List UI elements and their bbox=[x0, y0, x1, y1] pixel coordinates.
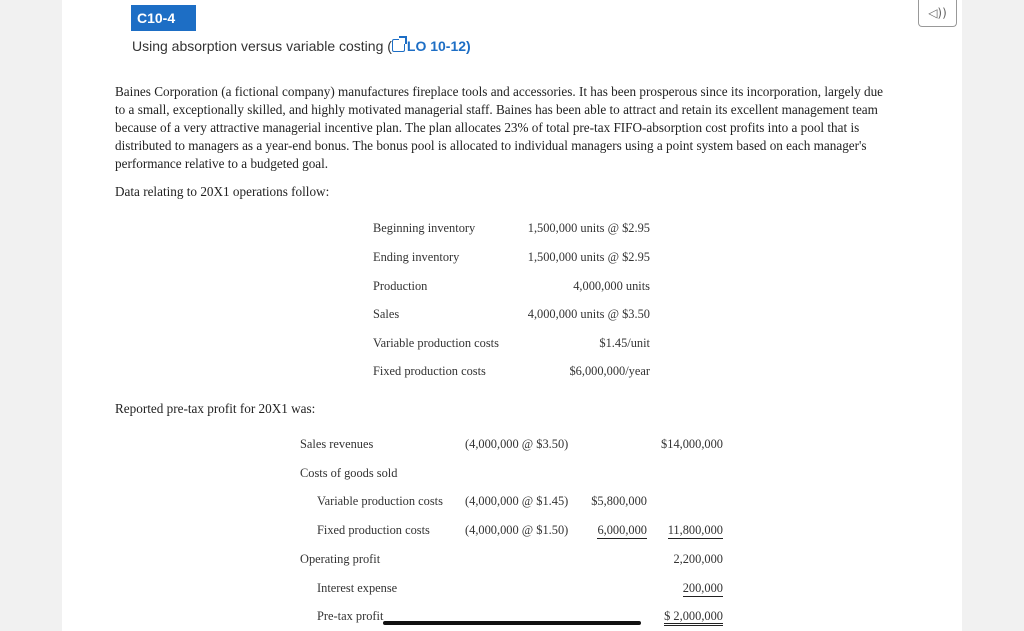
interest-total: 200,000 bbox=[682, 581, 723, 595]
op-label: Production bbox=[373, 279, 428, 293]
problem-paragraph: Baines Corporation (a fictional company) manufactures fireplace tools and accessories. It has been prosperous since its incorporation, largely due to a small, exceptionally skilled, and highly motivated managerial staff. Baines has been able to attract and retain its excellent management team because of a very attractive managerial incentive plan. The plan allocates 23% of total pre-tax FIFO-absorption cost profits into a pool that is distributed to managers as a year-end bonus. The bonus pool is allocated to individual managers using a point system based on each manager's performance relative to a budgeted goal. bbox=[115, 84, 884, 171]
pretax-total: $ 2,000,000 bbox=[664, 609, 723, 626]
var-cost-amount: $5,800,000 bbox=[591, 494, 647, 508]
op-value: $6,000,000/year bbox=[569, 364, 650, 378]
op-value: 4,000,000 units @ $3.50 bbox=[527, 307, 650, 321]
op-label: Ending inventory bbox=[373, 250, 460, 264]
cogs-label: Costs of goods sold bbox=[300, 466, 398, 480]
var-cost-label: Variable production costs bbox=[317, 494, 443, 508]
horizontal-scrollbar[interactable] bbox=[383, 621, 641, 625]
op-value: 4,000,000 units bbox=[573, 279, 650, 293]
fixed-cost-label: Fixed production costs bbox=[317, 523, 430, 537]
sales-calc: (4,000,000 @ $3.50) bbox=[465, 437, 569, 451]
op-value: 1,500,000 units @ $2.95 bbox=[527, 221, 650, 235]
op-value: $1.45/unit bbox=[599, 336, 650, 350]
cogs-total: 11,800,000 bbox=[667, 523, 723, 537]
problem-subtitle bbox=[132, 38, 471, 54]
op-label: Beginning inventory bbox=[373, 221, 476, 235]
problem-badge: C10-4 bbox=[131, 5, 196, 31]
audio-button[interactable] bbox=[918, 0, 957, 27]
data-intro: Data relating to 20X1 operations follow: bbox=[115, 184, 330, 199]
op-label: Variable production costs bbox=[373, 336, 499, 350]
speaker-icon: ◁)) bbox=[928, 6, 947, 20]
fixed-cost-calc: (4,000,000 @ $1.50) bbox=[465, 523, 569, 537]
fixed-cost-amount: 6,000,000 bbox=[597, 523, 647, 537]
subtitle-text: Using absorption versus variable costing ( bbox=[132, 38, 392, 54]
operating-profit-total: 2,200,000 bbox=[673, 552, 723, 566]
op-value: 1,500,000 units @ $2.95 bbox=[527, 250, 650, 264]
learning-objective-link[interactable]: LO 10-12) bbox=[406, 38, 471, 54]
external-link-icon[interactable] bbox=[392, 39, 405, 52]
pretax-label: Pre-tax profit bbox=[317, 609, 384, 623]
op-label: Sales bbox=[373, 307, 400, 321]
operating-profit-label: Operating profit bbox=[300, 552, 381, 566]
var-cost-calc: (4,000,000 @ $1.45) bbox=[465, 494, 569, 508]
sales-total: $14,000,000 bbox=[661, 437, 723, 451]
op-label: Fixed production costs bbox=[373, 364, 486, 378]
sales-label: Sales revenues bbox=[300, 437, 374, 451]
interest-label: Interest expense bbox=[317, 581, 398, 595]
profit-intro: Reported pre-tax profit for 20X1 was: bbox=[115, 401, 316, 416]
